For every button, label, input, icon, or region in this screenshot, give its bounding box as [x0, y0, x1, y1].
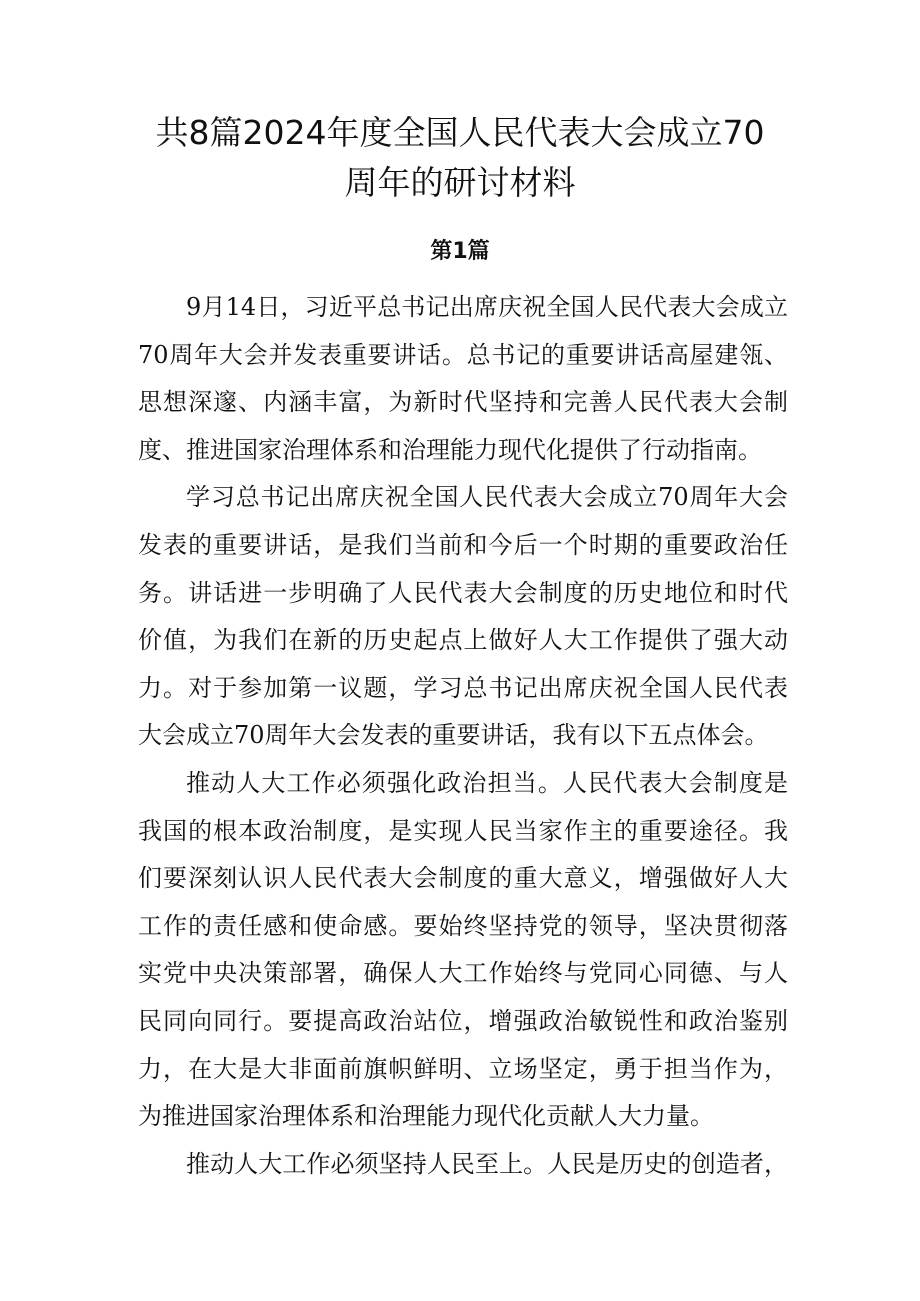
- paragraph: [138, 1141, 788, 1189]
- paragraph: [138, 474, 788, 760]
- paragraph-line: 70周年大会并发表重要讲话。总书记的重要讲话高屋建瓴、: [138, 340, 788, 369]
- paragraph-line: 学习总书记出席庆祝全国人民代表大会成立70周年大会: [186, 483, 788, 512]
- paragraph-line: 民同向同行。要提高政治站位，增强政治敏锐性和政治鉴别: [138, 1006, 788, 1035]
- paragraph-line: 实党中央决策部署，确保人大工作始终与党同心同德、与人: [138, 959, 788, 988]
- paragraph-line: 我国的根本政治制度，是实现人民当家作主的重要途径。我: [138, 816, 788, 845]
- paragraph-line: 9月14日，习近平总书记出席庆祝全国人民代表大会成立: [186, 293, 788, 321]
- paragraph-line: 发表的重要讲话，是我们当前和今后一个时期的重要政治任: [138, 530, 788, 559]
- paragraph-line: 推动人大工作必须强化政治担当。人民代表大会制度是: [186, 768, 788, 797]
- paragraph-line: 价值，为我们在新的历史起点上做好人大工作提供了强大动: [138, 626, 788, 655]
- paragraph-line: 务。讲话进一步明确了人民代表大会制度的历史地位和时代: [138, 578, 788, 607]
- paragraph-line: 大会成立70周年大会发表的重要讲话，我有以下五点体会。: [138, 721, 769, 750]
- paragraph: [138, 284, 788, 474]
- title-line: 周年的研讨材料: [344, 163, 576, 202]
- section-heading: 第1篇: [430, 239, 490, 264]
- paragraph-line: 度、推进国家治理体系和治理能力现代化提供了行动指南。: [138, 435, 762, 464]
- paragraph-line: 推动人大工作必须坚持人民至上。人民是历史的创造者，: [186, 1149, 788, 1178]
- document-title: [100, 108, 820, 208]
- paragraph-line: 为推进国家治理体系和治理能力现代化贡献人大力量。: [138, 1102, 714, 1131]
- document-body: [138, 284, 788, 1188]
- title-line: 共8篇2024年度全国人民代表大会成立70: [155, 113, 765, 152]
- paragraph-line: 力。对于参加第一议题，学习总书记出席庆祝全国人民代表: [138, 673, 788, 702]
- paragraph-line: 们要深刻认识人民代表大会制度的重大意义，增强做好人大: [138, 864, 788, 893]
- paragraph-line: 思想深邃、内涵丰富，为新时代坚持和完善人民代表大会制: [138, 388, 788, 417]
- paragraph-line: 力，在大是大非面前旗帜鲜明、立场坚定，勇于担当作为，: [138, 1054, 788, 1083]
- paragraph: [138, 760, 788, 1141]
- paragraph-line: 工作的责任感和使命感。要始终坚持党的领导，坚决贯彻落: [138, 911, 788, 940]
